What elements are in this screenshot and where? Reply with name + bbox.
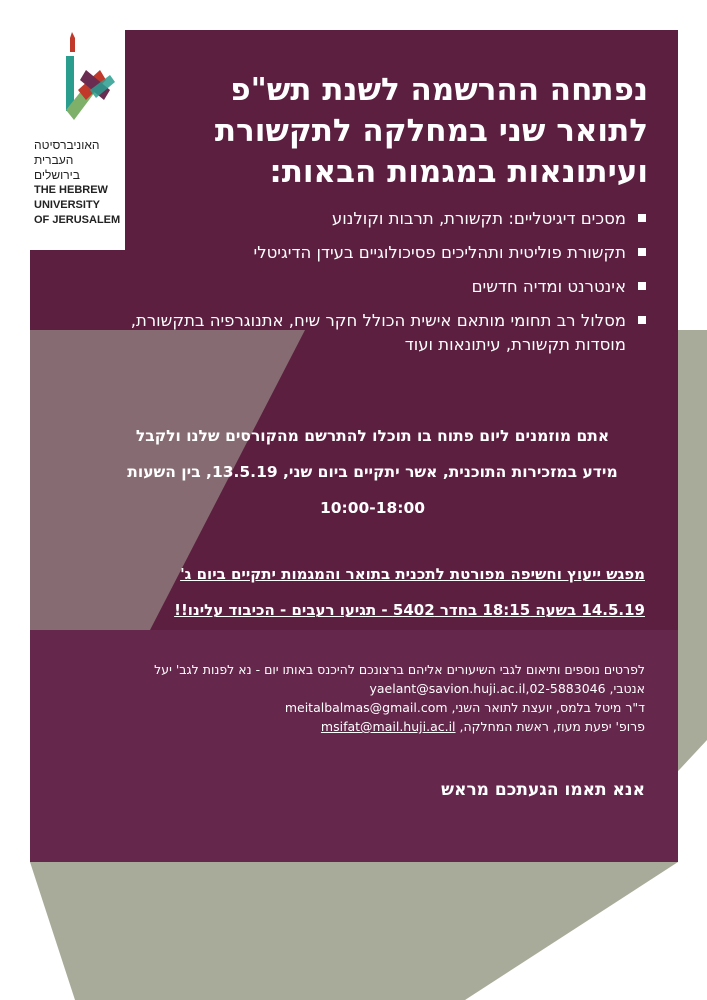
meeting-notice <box>90 556 645 628</box>
contact-line2 <box>78 679 645 698</box>
logo-he-line2: העברית <box>34 153 74 167</box>
contact-email-link[interactable]: meitalbalmas@gmail.com <box>284 700 448 715</box>
contact-name: אנטבי, <box>605 681 645 696</box>
contact-name: פרופ' יפעת מעוז, ראשת המחלקה, <box>455 719 645 734</box>
main-content <box>78 70 648 367</box>
bullet-square-icon <box>638 282 646 290</box>
list-item-text: מסכים דיגיטליים: תקשורת, תרבות וקולנוע <box>331 209 626 228</box>
contact-line4 <box>78 717 645 736</box>
page-title: נפתחה ההרשמה לשנת תש"פ לתואר שני במחלקה לתקשורת ועיתונאות במגמות הבאות: <box>214 72 648 190</box>
contact-name: ד"ר מיטל בלמס, יועצת לתואר השני, <box>447 700 645 715</box>
tracks-list <box>78 207 648 357</box>
list-item <box>78 207 648 231</box>
list-item <box>78 275 648 299</box>
logo-en-line1: THE HEBREW <box>34 184 108 196</box>
bullet-square-icon <box>638 316 646 324</box>
contact-line3 <box>78 698 645 717</box>
logo-he-line3: בירושלים <box>34 168 80 182</box>
meeting-line2: 14.5.19 בשעה 18:15 בחדר 5402 - תגיעו רעבים - הכיבוד עלינו!! <box>174 601 645 619</box>
closing-note: אנא תאמו הגעתכם מראש <box>441 780 645 800</box>
bullet-square-icon <box>638 214 646 222</box>
contact-line1: לפרטים נוספים ותיאום לגבי השיעורים אליהם ברצונכם להיכנס באותו יום - נא לפנות לגב' יעל <box>154 662 645 677</box>
open-day-invitation <box>100 418 645 526</box>
invite-line2: מידע במזכירות התוכנית, אשר יתקיים ביום שני, 13.5.19, בין השעות <box>127 463 618 481</box>
invite-line1: אתם מוזמנים ליום פתוח בו תוכלו להתרשם מהקורסים שלנו ולקבל <box>135 427 610 445</box>
logo-en-line2: UNIVERSITY <box>34 199 101 211</box>
list-item-text: אינטרנט ומדיה חדשים <box>471 277 626 296</box>
logo-en-line3: OF JERUSALEM <box>34 214 121 226</box>
list-item <box>78 309 648 357</box>
contact-details <box>78 660 645 736</box>
bullet-square-icon <box>638 248 646 256</box>
meeting-line1: מפגש ייעוץ וחשיפה מפורטת לתכנית בתואר והמגמות יתקיים ביום ג' <box>180 565 645 583</box>
contact-email-link[interactable]: msifat@mail.huji.ac.il <box>320 719 456 734</box>
list-item-text: מסלול רב תחומי מותאם אישית הכולל חקר שיח, אתנוגרפיה בתקשורת, מוסדות תקשורת, עיתונאות ועוד <box>130 311 626 354</box>
list-item-text: תקשורת פוליטית ותהליכים פסיכולוגיים בעידן הדיגיטלי <box>253 243 626 262</box>
list-item <box>78 241 648 265</box>
logo-he-line1: האוניברסיטה <box>34 138 100 152</box>
invite-time: 10:00-18:00 <box>319 499 426 517</box>
contact-email-phone[interactable]: yaelant@savion.huji.ac.il,02-5883046 <box>369 681 606 696</box>
lower-sage-shape <box>30 862 678 1000</box>
